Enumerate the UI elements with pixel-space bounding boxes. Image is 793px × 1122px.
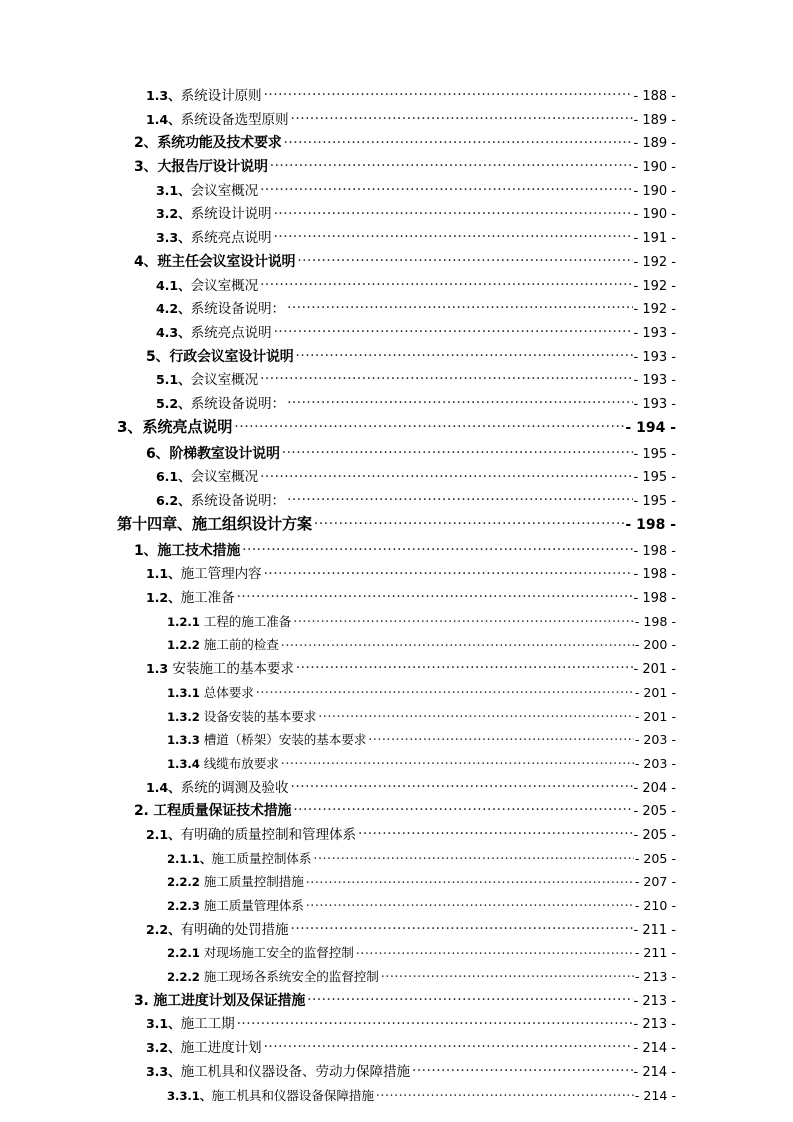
toc-leader-dots [242,539,632,555]
toc-leader-dots [376,1084,634,1100]
toc-entry[interactable] [0,776,793,800]
toc-entry-number: 1.2.1 [167,614,204,629]
toc-entry-label [146,823,358,843]
toc-leader-dots [306,870,634,886]
toc-entry-number: 1.3.4 [167,756,204,771]
toc-entry-page-number: - 195 - [633,494,676,509]
toc-entry-page-number: - 192 - [633,254,676,270]
toc-entry-page-number: - 189 - [633,112,676,128]
toc-entry-page-number: - 204 - [633,780,676,796]
toc-leader-dots [274,226,633,242]
toc-entry-title: 施工准备 [180,590,235,607]
toc-entry-label [167,634,281,653]
toc-entry-label [117,513,314,534]
toc-entry-number: 5.2、 [156,395,191,411]
toc-leader-dots [313,847,633,863]
toc-entry-number: 5、 [146,348,170,365]
toc-entry[interactable] [0,321,793,345]
toc-entry[interactable] [0,179,793,203]
toc-leader-dots [287,297,632,313]
toc-entry-title: 系统功能及技术要求 [157,135,282,152]
toc-leader-dots [260,465,632,481]
toc-entry-title: 系统设备说明： [190,395,286,412]
toc-leader-dots [281,633,634,649]
toc-entry-page-number: - 214 - [633,1041,676,1057]
toc-entry-label [146,776,291,796]
toc-entry-page-number: - 211 - [633,922,676,938]
toc-entry-title: 施工进度计划 [180,1040,262,1057]
toc-leader-dots [260,179,632,195]
toc-entry-number: 2.1、 [146,826,181,842]
toc-leader-dots [291,776,633,792]
toc-entry[interactable] [0,131,793,155]
toc-leader-dots [256,681,634,697]
toc-entry[interactable] [0,368,793,392]
toc-entry-page-number: - 189 - [633,136,676,152]
toc-entry-page-number: - 192 - [633,302,676,318]
toc-leader-dots [368,728,634,744]
toc-entry-title: 会议室概况 [190,277,259,294]
toc-entry[interactable] [0,297,793,321]
toc-entry-page-number: - 214 - [633,1064,676,1080]
toc-entry-label [146,657,296,677]
toc-leader-dots [237,1012,633,1028]
toc-leader-dots [297,250,632,266]
toc-entry-number: 6.2、 [156,493,191,508]
toc-leader-dots [356,941,634,957]
toc-entry-title: 施工质量控制体系 [211,850,312,866]
toc-leader-dots [260,368,632,384]
toc-entry-number: 2.2.2 [167,970,204,985]
toc-entry-label [167,966,381,985]
toc-leader-dots [293,610,634,626]
toc-entry-title: 班主任会议室设计说明 [157,253,296,270]
toc-entry-title: 系统的调测及验收 [180,779,289,796]
toc-entry-page-number: - 213 - [633,1017,676,1033]
toc-entry-label [146,1012,237,1032]
toc-entry-number: 3、 [134,159,158,176]
toc-entry-title: 设备安装的基本要求 [203,708,317,724]
toc-entry-number: 1.3.3 [167,733,204,748]
toc-entry[interactable] [0,108,793,132]
toc-entry-number: 1.2、 [146,590,181,606]
toc-entry-page-number: - 192 - [633,278,676,294]
toc-entry-label [146,443,282,463]
toc-entry-page-number: - 201 - [634,684,676,700]
toc-entry-label [156,392,287,412]
toc-entry-label [167,706,318,725]
toc-entry[interactable] [0,610,793,634]
toc-entry-label [156,297,287,317]
toc-entry-title: 阶梯教室设计说明 [169,445,280,462]
toc-entry-label [167,871,306,890]
toc-entry-page-number: - 193 - [633,396,676,412]
toc-entry-number: 3、 [117,417,143,436]
toc-entry-page-number: - 200 - [634,637,676,653]
toc-entry-label [146,1036,264,1056]
toc-entry-number: 2、 [134,135,158,152]
toc-entry[interactable] [0,1060,793,1084]
toc-entry-title: 系统设备说明： [190,493,286,509]
toc-leader-dots [234,416,624,432]
toc-entry[interactable] [0,586,793,610]
toc-entry-page-number: - 213 - [633,993,676,1009]
toc-entry[interactable] [0,155,793,179]
toc-entry-title: 施工质量管理体系 [203,898,304,913]
toc-entry-number: 2.2、 [146,921,181,937]
toc-entry-number: 第十四章、 [117,514,192,533]
toc-entry-page-number: - 203 - [634,732,676,748]
toc-entry-label [167,942,356,961]
toc-entry-page-number: - 198 - [634,613,676,629]
toc-entry[interactable] [0,392,793,416]
toc-entry-page-number: - 193 - [633,373,676,389]
toc-entry-label [167,611,293,630]
toc-entry-page-number: - 191 - [633,231,676,247]
toc-entry[interactable] [0,202,793,226]
toc-entry-label [134,156,270,176]
toc-entry-title: 有明确的质量控制和管理体系 [180,826,357,843]
toc-leader-dots [293,799,632,815]
toc-entry-title: 会议室概况 [190,372,259,389]
toc-entry-page-number: - 207 - [634,874,676,890]
toc-entry-title: 施工前的检查 [203,637,279,653]
toc-entry-number: 1.4、 [146,111,181,127]
toc-leader-dots [296,657,633,673]
toc-entry[interactable] [0,1036,793,1060]
toc-entry[interactable] [0,84,793,108]
toc-entry[interactable] [0,274,793,298]
toc-entry-title: 施工管理内容 [180,566,262,583]
toc-entry-number: 3.2、 [146,1040,181,1056]
toc-entry-title: 系统设计原则 [180,88,262,104]
toc-entry-number: 2. [134,803,154,820]
toc-leader-dots [291,918,633,934]
toc-entry-page-number: - 201 - [633,662,676,678]
toc-entry-title: 对现场施工安全的监督控制 [203,945,354,961]
toc-entry-label [134,132,284,152]
toc-entry-page-number: - 198 - [625,516,676,533]
toc-entry-page-number: - 198 - [633,543,676,559]
toc-entry-title: 线缆布放要求 [203,755,279,771]
toc-leader-dots [281,752,634,768]
toc-leader-dots [358,823,633,839]
toc-entry-title: 施工进度计划及保证措施 [153,992,306,1009]
toc-entry-label [156,321,274,341]
toc-leader-dots [274,321,633,337]
toc-entry-label [156,226,274,246]
toc-entry-title: 系统设备说明： [190,301,286,318]
toc-entry-label [156,465,260,485]
toc-entry[interactable] [0,894,793,918]
toc-entry-label [156,274,260,294]
toc-leader-dots [291,108,633,124]
toc-entry-number: 2.2.2 [167,875,204,890]
toc-entry[interactable] [0,489,793,513]
toc-entry-number: 2.2.1 [167,946,204,961]
toc-entry-page-number: - 205 - [633,827,676,843]
toc-entry-page-number: - 193 - [633,349,676,365]
toc-entry-title: 施工机具和仪器设备保障措施 [211,1087,374,1103]
toc-entry-label [134,540,242,560]
toc-entry-number: 6、 [146,445,170,462]
toc-entry-label [156,368,260,388]
toc-entry-number: 3.2、 [156,206,191,222]
toc-leader-dots [412,1060,633,1076]
toc-entry[interactable] [0,416,793,442]
toc-entry-page-number: - 194 - [625,419,676,436]
toc-entry-title: 大报告厅设计说明 [157,159,268,176]
toc-entry-title: 工程质量保证技术措施 [153,803,292,820]
toc-entry-page-number: - 198 - [633,567,676,583]
toc-entry-number: 4.3、 [156,324,191,340]
toc-entry-label [146,1060,412,1080]
toc-leader-dots [307,989,632,1005]
toc-entry-number: 1、 [134,542,158,559]
toc-entry-number: 2.2.3 [167,899,204,913]
toc-entry-title: 施工机具和仪器设备、劳动力保障措施 [180,1063,410,1080]
toc-entry-title: 总体要求 [203,684,254,700]
toc-entry-label [167,753,281,772]
toc-entry-page-number: - 201 - [634,708,676,724]
table-of-contents [0,84,793,1107]
toc-entry-number: 1.3 [146,661,173,677]
toc-leader-dots [282,442,633,458]
toc-entry-label [134,800,293,820]
toc-entry-title: 会议室概况 [190,182,259,199]
toc-entry-title: 系统亮点说明 [142,417,233,436]
toc-entry-page-number: - 211 - [634,945,676,961]
toc-entry-number: 3.1、 [156,182,191,198]
toc-entry-label [167,895,306,914]
toc-leader-dots [260,274,632,290]
toc-entry-number: 5.1、 [156,372,191,388]
toc-entry-title: 工程的施工准备 [203,613,292,629]
toc-entry-label [156,202,274,222]
toc-leader-dots [237,586,633,602]
toc-entry-title: 施工工期 [180,1016,235,1033]
toc-entry-label [167,682,256,701]
toc-leader-dots [264,562,633,578]
toc-entry-number: 4.2、 [156,301,191,317]
toc-entry-number: 3. [134,992,154,1009]
toc-entry[interactable] [0,345,793,369]
toc-entry[interactable] [0,941,793,965]
toc-entry[interactable] [0,870,793,894]
toc-entry[interactable] [0,1084,793,1108]
toc-entry-number: 3.3、 [156,230,191,246]
toc-entry-page-number: - 190 - [633,160,676,176]
toc-entry[interactable] [0,918,793,942]
toc-entry-title: 系统设备选型原则 [180,111,289,128]
toc-entry-number: 4.1、 [156,277,191,293]
toc-leader-dots [264,1036,633,1052]
toc-leader-dots [314,513,625,529]
toc-leader-dots [287,392,632,408]
toc-entry[interactable] [0,989,793,1013]
toc-entry-title: 安装施工的基本要求 [172,661,294,678]
toc-entry[interactable] [0,513,793,539]
toc-entry-title: 系统设计说明 [190,206,272,223]
toc-entry-title: 行政会议室设计说明 [169,348,294,365]
toc-entry-label [167,848,313,867]
toc-entry-label [156,179,260,199]
toc-entry-page-number: - 205 - [634,850,676,866]
toc-entry[interactable] [0,681,793,705]
toc-entry-number: 1.3.1 [167,685,204,700]
toc-entry-page-number: - 190 - [633,207,676,223]
toc-entry[interactable] [0,752,793,776]
toc-entry[interactable] [0,1012,793,1036]
toc-entry-page-number: - 205 - [633,804,676,820]
toc-entry[interactable] [0,705,793,729]
toc-entry-page-number: - 210 - [634,898,676,913]
toc-entry-title: 有明确的处罚措施 [180,921,289,938]
toc-entry[interactable] [0,442,793,466]
toc-entry-title: 施工现场各系统安全的监督控制 [203,969,379,985]
toc-entry-number: 3.1、 [146,1016,181,1032]
toc-entry-title: 施工组织设计方案 [191,514,312,533]
toc-entry-title: 施工技术措施 [157,542,241,559]
toc-entry[interactable] [0,539,793,563]
toc-entry-number: 1.2.2 [167,638,204,653]
toc-leader-dots [274,202,633,218]
toc-entry-number: 6.1、 [156,469,191,485]
toc-entry-number: 3.3.1、 [167,1088,212,1103]
toc-entry-title: 会议室概况 [190,469,259,486]
toc-entry[interactable] [0,562,793,586]
toc-entry-number: 1.4、 [146,779,181,795]
toc-entry-number: 1.1、 [146,566,181,582]
toc-entry-label [146,562,264,582]
toc-entry-page-number: - 213 - [634,969,676,985]
toc-entry-label [146,918,291,938]
toc-entry[interactable] [0,965,793,989]
toc-entry-label [134,251,297,271]
toc-entry[interactable] [0,823,793,847]
toc-entry-page-number: - 214 - [634,1087,676,1103]
toc-entry-label [146,346,296,366]
toc-entry-label [156,489,287,509]
toc-entry-label [167,729,368,748]
toc-entry-label [117,416,234,437]
toc-entry[interactable] [0,250,793,274]
toc-entry-page-number: - 193 - [633,325,676,341]
toc-leader-dots [270,155,633,171]
toc-entry-label [146,586,237,606]
toc-entry-label [146,84,264,104]
toc-entry-page-number: - 198 - [633,591,676,607]
toc-entry-page-number: - 195 - [633,446,676,462]
toc-entry-page-number: - 195 - [633,470,676,486]
toc-leader-dots [381,965,634,981]
toc-entry-label [167,1085,376,1104]
toc-entry-page-number: - 188 - [633,89,676,104]
toc-leader-dots [296,345,633,361]
toc-entry-number: 1.3、 [146,88,181,103]
toc-entry-title: 施工质量控制措施 [203,874,304,890]
toc-entry[interactable] [0,847,793,871]
toc-leader-dots [287,489,632,505]
toc-entry-page-number: - 203 - [634,755,676,771]
toc-entry[interactable] [0,799,793,823]
toc-entry-page-number: - 190 - [633,183,676,199]
toc-entry[interactable] [0,226,793,250]
toc-entry-title: 系统亮点说明 [190,230,272,247]
toc-entry-label [134,990,307,1010]
toc-entry-number: 3.3、 [146,1063,181,1079]
toc-entry[interactable] [0,465,793,489]
toc-entry[interactable] [0,728,793,752]
toc-leader-dots [318,705,634,721]
toc-entry-number: 1.3.2 [167,709,204,724]
toc-entry[interactable] [0,657,793,681]
toc-entry-title: 系统亮点说明 [190,324,272,341]
toc-entry-title: 槽道（桥架）安装的基本要求 [203,732,367,748]
toc-leader-dots [284,131,633,147]
toc-leader-dots [306,894,634,910]
toc-entry-number: 4、 [134,253,158,270]
toc-entry-label [146,108,291,128]
toc-entry-number: 2.1.1、 [167,851,212,866]
toc-entry[interactable] [0,633,793,657]
toc-leader-dots [264,84,633,100]
